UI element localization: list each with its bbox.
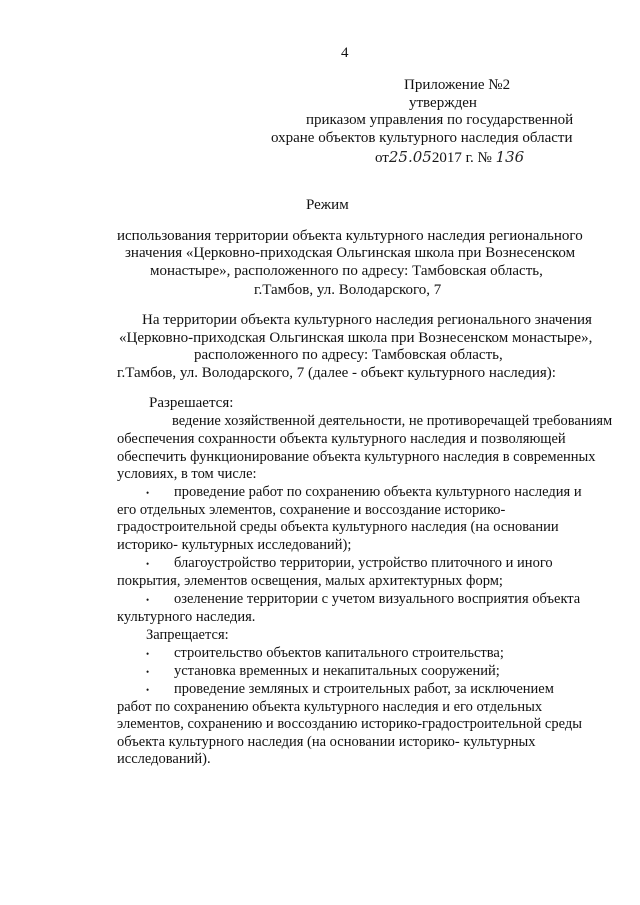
intro-line-3: расположенного по адресу: Тамбовская область, bbox=[194, 347, 503, 363]
forbidden-bullet-3-line-1: проведение земляных и строительных работ, за исключением bbox=[174, 681, 554, 697]
allowed-bullet-1-line-3: градостроительной среды объекта культурного наследия (на основании bbox=[117, 519, 559, 535]
subtitle-line-2: значения «Церковно-приходская Ольгинская школа при Вознесенском bbox=[125, 245, 576, 261]
page-number: 4 bbox=[341, 45, 349, 61]
appendix-order-line1: приказом управления по государственной bbox=[306, 112, 574, 128]
allowed-bullet-3-line-1: озеленение территории с учетом визуального восприятия объекта bbox=[174, 591, 581, 607]
subtitle-line-4: г.Тамбов, ул. Володарского, 7 bbox=[254, 282, 442, 298]
handwritten-order-number: 136 bbox=[495, 148, 525, 166]
bullet-marker: • bbox=[146, 488, 150, 498]
allowed-bullet-2-line-1: благоустройство территории, устройство плиточного и иного bbox=[174, 555, 553, 571]
allowed-line-3: обеспечить функционирование объекта культурного наследия в современных bbox=[117, 449, 596, 465]
appendix-date-line bbox=[375, 150, 524, 166]
forbidden-bullet-2: установка временных и некапитальных сооружений; bbox=[174, 663, 500, 679]
forbidden-bullet-3-line-5: исследований). bbox=[117, 751, 211, 767]
appendix-approved: утвержден bbox=[409, 95, 477, 111]
forbidden-bullet-3-line-2: работ по сохранению объекта культурного наследия и его отдельных bbox=[117, 699, 543, 715]
allowed-heading: Разрешается: bbox=[149, 395, 234, 411]
allowed-line-1: ведение хозяйственной деятельности, не противоречащей требованиям bbox=[172, 413, 613, 429]
date-prefix: от bbox=[375, 150, 389, 166]
forbidden-bullet-3-line-4: объекта культурного наследия (на основании историко- культурных bbox=[117, 734, 536, 750]
forbidden-bullet-3-line-3: элементов, сохранению и воссозданию историко-градостроительной среды bbox=[117, 716, 582, 732]
allowed-bullet-2-line-2: покрытия, элементов освещения, малых архитектурных форм; bbox=[117, 573, 503, 589]
allowed-bullet-3-line-2: культурного наследия. bbox=[117, 609, 256, 625]
handwritten-date: 25.05 bbox=[388, 148, 432, 166]
intro-line-4: г.Тамбов, ул. Володарского, 7 (далее - объект культурного наследия): bbox=[117, 365, 556, 381]
bullet-marker: • bbox=[146, 649, 150, 659]
intro-line-1: На территории объекта культурного наследия регионального значения bbox=[142, 312, 592, 328]
document-heading: Режим bbox=[306, 197, 349, 213]
bullet-marker: • bbox=[146, 559, 150, 569]
appendix-title: Приложение №2 bbox=[404, 77, 511, 93]
bullet-marker: • bbox=[146, 685, 150, 695]
allowed-bullet-1-line-1: проведение работ по сохранению объекта культурного наследия и bbox=[174, 484, 582, 500]
allowed-bullet-1-line-4: историко- культурных исследований); bbox=[117, 537, 352, 553]
appendix-order-line2: охране объектов культурного наследия области bbox=[271, 130, 573, 146]
forbidden-heading: Запрещается: bbox=[146, 627, 229, 643]
allowed-bullet-1-line-2: его отдельных элементов, сохранение и воссоздание историко- bbox=[117, 502, 506, 518]
subtitle-line-1: использования территории объекта культурного наследия регионального bbox=[117, 228, 583, 244]
bullet-marker: • bbox=[146, 667, 150, 677]
bullet-marker: • bbox=[146, 595, 150, 605]
date-suffix: 2017 г. № bbox=[431, 150, 492, 166]
forbidden-bullet-1: строительство объектов капитального строительства; bbox=[174, 645, 504, 661]
subtitle-line-3: монастыре», расположенного по адресу: Тамбовская область, bbox=[150, 263, 543, 279]
allowed-line-4: условиях, в том числе: bbox=[117, 466, 257, 482]
intro-line-2: «Церковно-приходская Ольгинская школа при Вознесенском монастыре», bbox=[119, 330, 593, 346]
allowed-line-2: обеспечения сохранности объекта культурного наследия и позволяющей bbox=[117, 431, 566, 447]
